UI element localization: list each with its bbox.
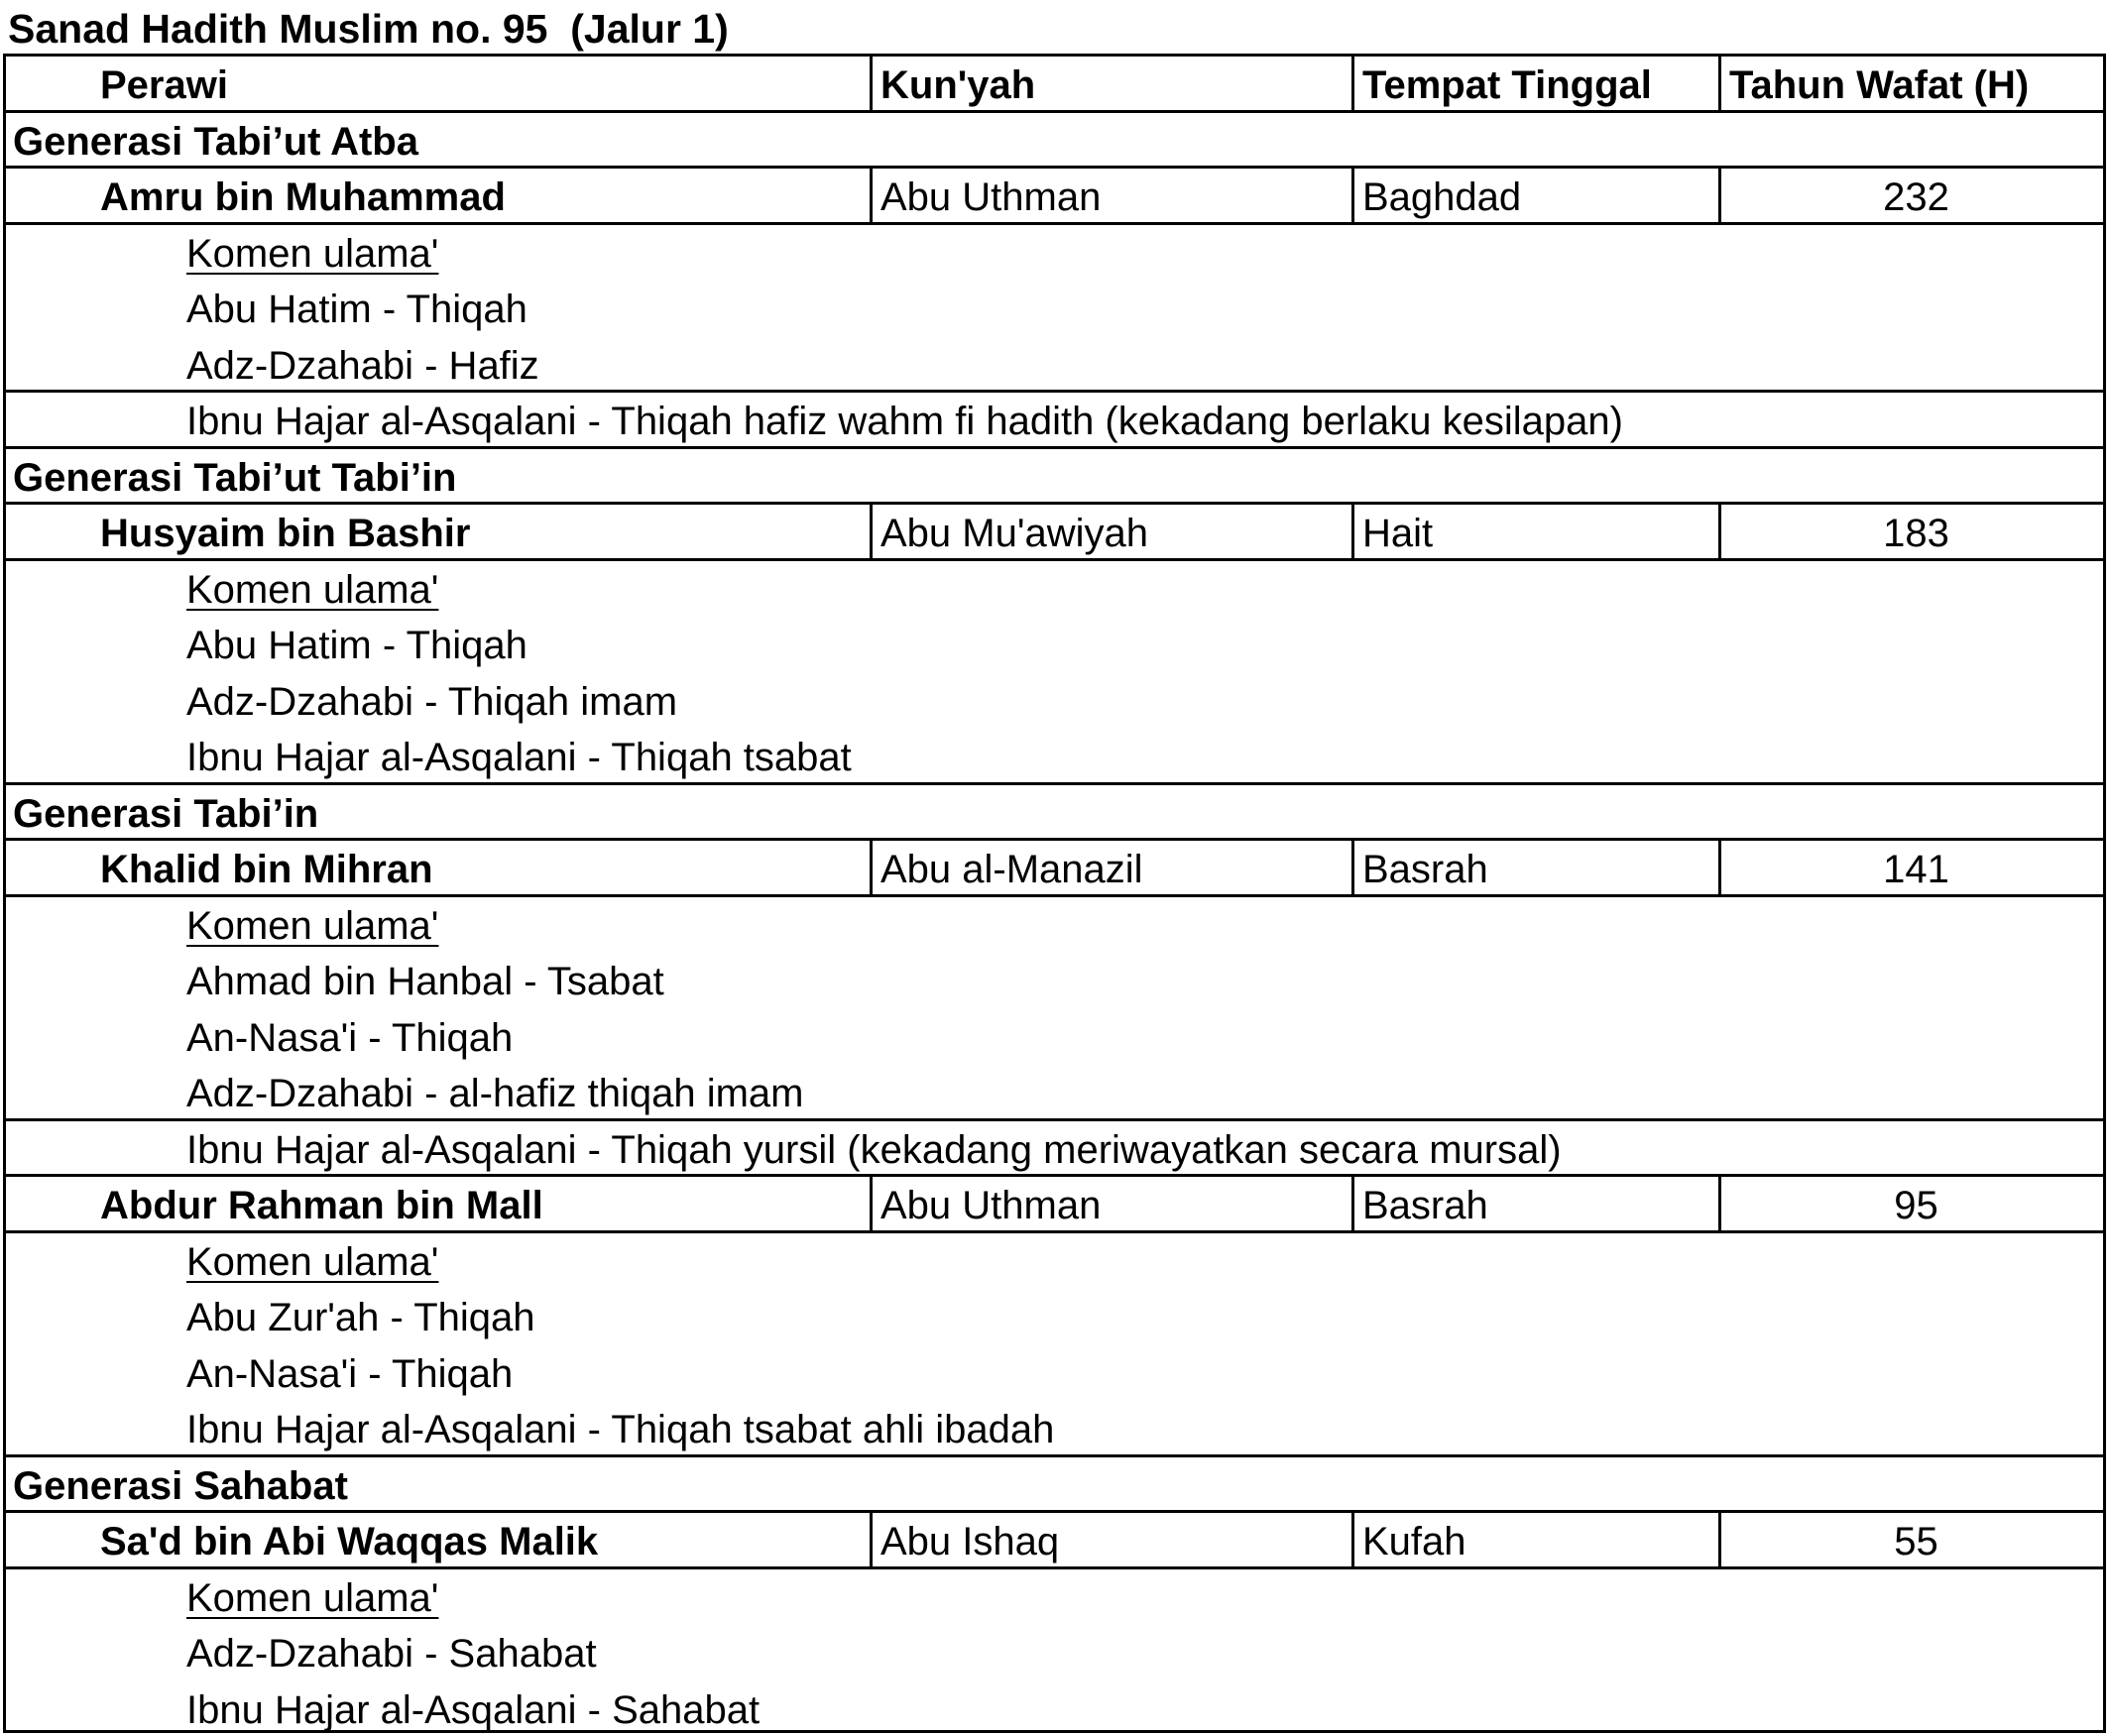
comment-text: Adz-Dzahabi - Thiqah imam: [186, 679, 678, 724]
comment-row: [6, 1345, 2103, 1402]
comment-row: [6, 393, 2103, 449]
comment-heading-row: [6, 561, 2103, 618]
comment-text: Adz-Dzahabi - al-hafiz thiqah imam: [186, 1072, 804, 1115]
comment-heading: Komen ulama': [186, 567, 439, 612]
generation-row: [6, 785, 2103, 842]
comment-text: Ibnu Hajar al-Asqalani - Thiqah hafiz wahm fi hadith (kekadang berlaku kesilapan): [186, 400, 1623, 443]
comment-heading: Komen ulama': [186, 1575, 439, 1620]
comment-row: [6, 337, 2103, 394]
narrator-tahun-wafat: 55: [1718, 1513, 2103, 1566]
comment-text: Adz-Dzahabi - Hafiz: [186, 343, 539, 388]
comment-row: [6, 1065, 2103, 1121]
comment-heading-row: [6, 1569, 2103, 1626]
comment-text: Ibnu Hajar al-Asqalani - Thiqah yursil (kekadang meriwayatkan secara mursal): [186, 1127, 1562, 1172]
comment-heading-row: [6, 1233, 2103, 1290]
comment-row: [6, 281, 2103, 337]
comment-text: Abu Zur'ah - Thiqah: [186, 1296, 535, 1339]
comment-row: [6, 673, 2103, 730]
narrator-name: Husyaim bin Bashir: [100, 512, 471, 555]
comment-text: Adz-Dzahabi - Sahabat: [186, 1632, 597, 1676]
comment-heading: Komen ulama': [186, 903, 439, 948]
comment-heading-row: [6, 225, 2103, 282]
comment-text: Ibnu Hajar al-Asqalani - Thiqah tsabat: [186, 736, 852, 779]
header-row: [6, 57, 2103, 113]
header-tahun-wafat: Tahun Wafat (H): [1718, 57, 2103, 110]
comment-text: Ibnu Hajar al-Asqalani - Sahabat: [186, 1687, 761, 1732]
narrator-row: [6, 169, 2103, 225]
generation-row: [6, 449, 2103, 506]
narrator-tempat-tinggal: Basrah: [1351, 1177, 1718, 1230]
narrator-tempat-tinggal: Hait: [1351, 505, 1718, 558]
comment-row: [6, 953, 2103, 1009]
narrator-tahun-wafat: 95: [1718, 1177, 2103, 1230]
comment-row: [6, 729, 2103, 785]
generation-row: [6, 1457, 2103, 1514]
generation-label: Generasi Tabi’ut Tabi’in: [13, 455, 457, 500]
generation-label: Generasi Sahabat: [13, 1463, 348, 1508]
narrator-tahun-wafat: 232: [1718, 169, 2103, 222]
narrator-name: Sa'd bin Abi Waqqas Malik: [100, 1520, 599, 1563]
narrator-row: [6, 1177, 2103, 1233]
generation-label: Generasi Tabi’ut Atba: [13, 119, 418, 164]
header-tempat-tinggal: Tempat Tinggal: [1351, 57, 1718, 110]
comment-row: [6, 1681, 2103, 1734]
narrator-name: Abdur Rahman bin Mall: [100, 1184, 543, 1227]
narrator-tahun-wafat: 141: [1718, 841, 2103, 894]
comment-heading: Komen ulama': [186, 1239, 439, 1284]
header-kunyah: Kun'yah: [870, 57, 1351, 110]
comment-text: An-Nasa'i - Thiqah: [186, 1351, 514, 1396]
comment-text: Ibnu Hajar al-Asqalani - Thiqah tsabat ahli ibadah: [186, 1408, 1055, 1451]
comment-text: Abu Hatim - Thiqah: [186, 624, 527, 667]
sanad-table: [3, 54, 2106, 1733]
narrator-tempat-tinggal: Basrah: [1351, 841, 1718, 894]
comment-text: Abu Hatim - Thiqah: [186, 288, 527, 331]
narrator-kunyah: Abu Uthman: [870, 169, 1351, 222]
narrator-name: Khalid bin Mihran: [100, 848, 433, 891]
comment-text: An-Nasa'i - Thiqah: [186, 1015, 514, 1060]
narrator-row: [6, 505, 2103, 561]
comment-heading: Komen ulama': [186, 231, 439, 276]
narrator-tempat-tinggal: Baghdad: [1351, 169, 1718, 222]
comment-row: [6, 1289, 2103, 1345]
comment-text: Ahmad bin Hanbal - Tsabat: [186, 960, 664, 1003]
comment-row: [6, 1009, 2103, 1066]
narrator-row: [6, 1513, 2103, 1569]
generation-row: [6, 113, 2103, 170]
comment-heading-row: [6, 897, 2103, 954]
header-perawi: Perawi: [100, 63, 228, 107]
narrator-name: Amru bin Muhammad: [100, 175, 506, 219]
narrator-row: [6, 841, 2103, 897]
narrator-kunyah: Abu Ishaq: [870, 1513, 1351, 1566]
narrator-kunyah: Abu Uthman: [870, 1177, 1351, 1230]
narrator-tempat-tinggal: Kufah: [1351, 1513, 1718, 1566]
generation-label: Generasi Tabi’in: [13, 791, 319, 836]
narrator-kunyah: Abu al-Manazil: [870, 841, 1351, 894]
comment-row: [6, 617, 2103, 673]
comment-row: [6, 1121, 2103, 1178]
comment-row: [6, 1625, 2103, 1681]
comment-row: [6, 1401, 2103, 1457]
narrator-kunyah: Abu Mu'awiyah: [870, 505, 1351, 558]
sheet-title: Sanad Hadith Muslim no. 95 (Jalur 1): [8, 6, 729, 52]
narrator-tahun-wafat: 183: [1718, 505, 2103, 558]
